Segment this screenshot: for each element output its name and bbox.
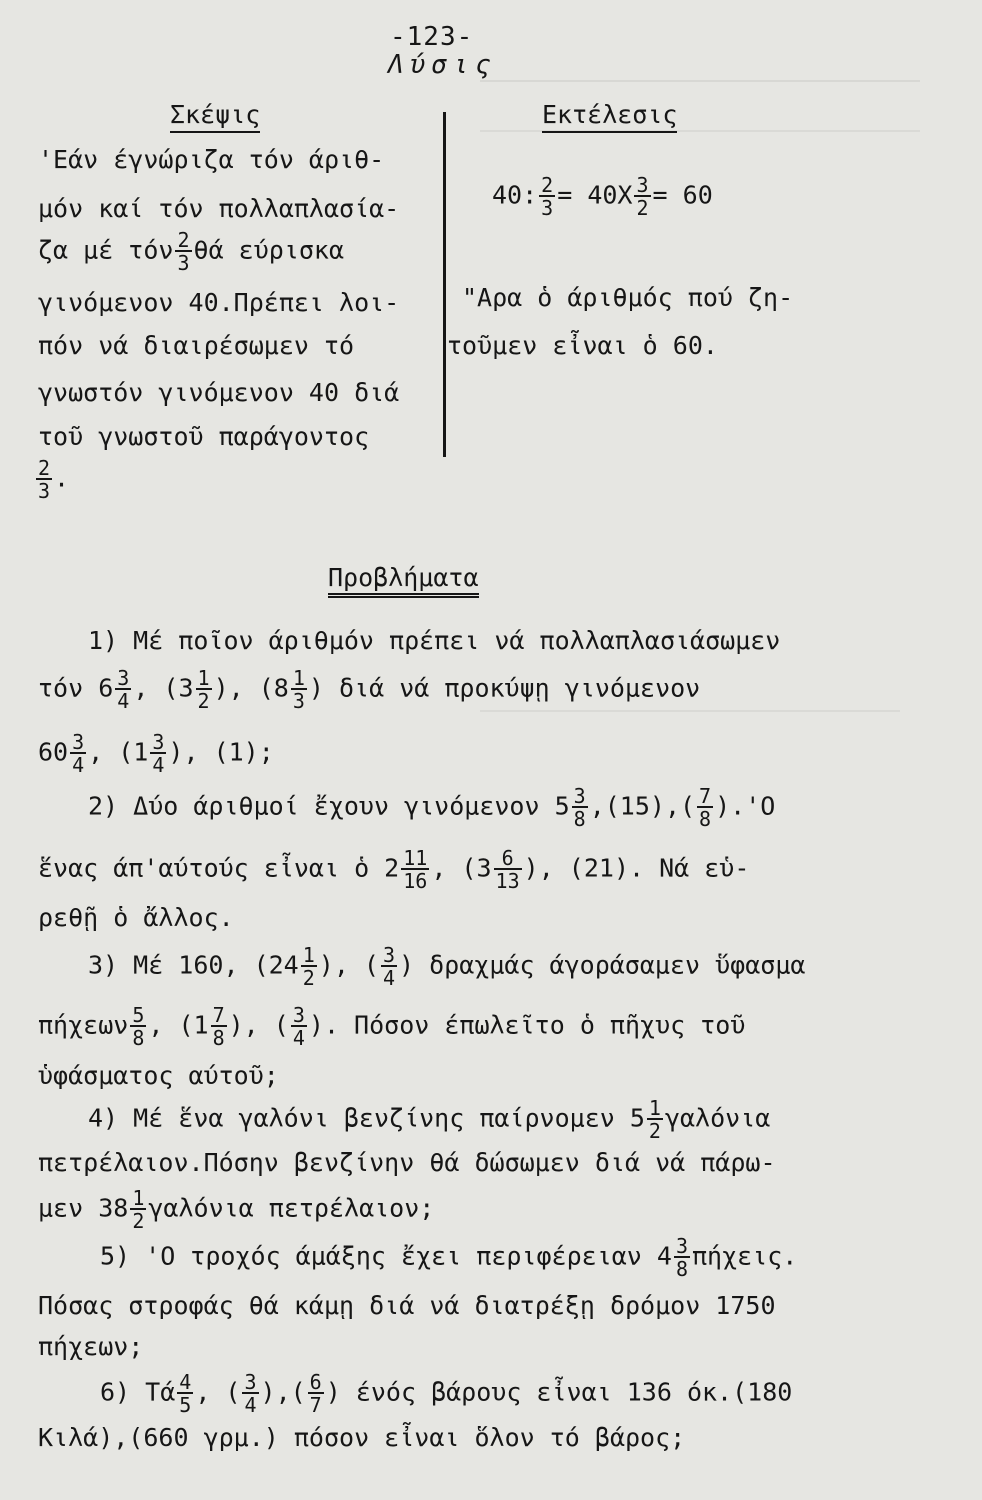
problem-4-line: 4) Μέ ἕνα γαλόνι βενζίνης παίρνομεν 5 $\frac{1}{2}$ γαλόνια <box>88 1096 771 1143</box>
fraction: $\frac{2}{3}$ <box>38 456 51 503</box>
fraction: $\frac{3}{4}$ <box>117 666 130 713</box>
fraction: $\frac{5}{8}$ <box>132 1003 145 1050</box>
right-heading-text: Εκτέλεσις <box>542 100 677 133</box>
reasoning-line: γνωστόν γινόμενον 40 διά <box>38 378 400 407</box>
problem-2-line: 2) Δύο άριθμοί ἔχουν γινόμενον 5 $\frac{3}{8}$ ,(15),( $\frac{7}{8}$ ).'Ο <box>88 784 776 831</box>
problem-5-line: πήχεων; <box>38 1332 144 1361</box>
reasoning-line: γινόμενον 40.Πρέπει λοι- <box>38 288 400 317</box>
problem-6-line: 6) Τά $\frac{4}{5}$ , ( $\frac{3}{4}$ ),( $\frac{6}{7}$ ) ένός βάρους εἶναι 136 όκ.(180 <box>100 1370 793 1417</box>
reasoning-line: πόν νά διαιρέσωμεν τό <box>38 331 355 360</box>
problem-5-line: 5) 'Ο τροχός άμάξης ἔχει περιφέρειαν 4 $\frac{3}{8}$ πήχεις. <box>100 1234 798 1281</box>
execution-line: "Αρα ὁ άριθμός πού ζη- <box>462 283 794 312</box>
fraction: $\frac{1}{2}$ <box>132 1186 145 1233</box>
reasoning-line: 'Εάν έγνώριζα τόν άριθ- <box>38 145 385 174</box>
reasoning-line: τοῦ γνωστοῦ παράγοντος <box>38 422 370 451</box>
fraction: $\frac{11}{16}$ <box>403 846 428 893</box>
right-heading <box>542 100 677 129</box>
fraction: $\frac{3}{4}$ <box>292 1003 305 1050</box>
calculation-line: 40: $\frac{2}{3}$ = 40Χ $\frac{3}{2}$ = 60 <box>492 173 713 220</box>
column-divider <box>443 112 446 457</box>
problem-1-line: τόν 6 $\frac{3}{4}$ , (3 $\frac{1}{2}$ ), (8 $\frac{1}{3}$ ) διά νά προκύψῃ γινόμενον <box>38 666 701 713</box>
problem-2-line: ἕνας άπ'αύτούς εἶναι ὁ 2 $\frac{11}{16}$ , (3 $\frac{6}{13}$ ), (21). Νά εὑ- <box>38 846 750 893</box>
fraction: $\frac{4}{5}$ <box>179 1370 192 1417</box>
left-heading-text: Σκέψις <box>170 100 260 133</box>
fraction: $\frac{3}{4}$ <box>244 1370 257 1417</box>
fraction: $\frac{3}{2}$ <box>636 173 649 220</box>
fraction: $\frac{2}{3}$ <box>177 228 190 275</box>
bleed-through-mark <box>480 60 920 82</box>
fraction: $\frac{6}{13}$ <box>495 846 520 893</box>
problem-5-line: Πόσας στροφάς θά κάμῃ διά νά διατρέξῃ δρόμον 1750 <box>38 1291 776 1320</box>
fraction: $\frac{3}{4}$ <box>72 730 85 777</box>
fraction: $\frac{7}{8}$ <box>699 784 712 831</box>
fraction: $\frac{3}{4}$ <box>382 943 396 990</box>
fraction: $\frac{1}{3}$ <box>292 666 305 713</box>
reasoning-text: ζα μέ τόν <box>38 235 174 265</box>
fraction: $\frac{1}{2}$ <box>648 1096 661 1143</box>
reasoning-line: μόν καί τόν πολλαπλασία- <box>38 194 400 223</box>
fraction: $\frac{7}{8}$ <box>212 1003 225 1050</box>
fraction: $\frac{3}{4}$ <box>152 730 165 777</box>
left-heading <box>170 100 260 129</box>
problem-2-line: ρεθῇ ὁ ἄλλος. <box>38 903 234 932</box>
fraction: $\frac{1}{2}$ <box>197 666 210 713</box>
fraction: $\frac{6}{7}$ <box>309 1370 322 1417</box>
problem-1-line: 1) Μέ ποῖον άριθμόν πρέπει νά πολλαπλασιάσωμεν <box>88 626 781 655</box>
problem-3-line: 3) Μέ 160, (24 $\frac{1}{2}$ ), ( $\frac{3}{4}$ ) δραχμάς άγοράσαμεν ὕφασμα <box>88 943 806 990</box>
page-number: -123- <box>390 22 474 52</box>
problem-3-line: ὑφάσματος αύτοῦ; <box>38 1061 279 1090</box>
section-title: Λύσις <box>388 50 497 80</box>
fraction: $\frac{3}{8}$ <box>573 784 586 831</box>
problem-4-line: μεν 38 $\frac{1}{2}$ γαλόνια πετρέλαιον; <box>38 1186 435 1233</box>
execution-line: τοῦμεν εἶναι ὁ 60. <box>447 331 718 360</box>
problem-3-line: πήχεων $\frac{5}{8}$ , (1 $\frac{7}{8}$ ), ( $\frac{3}{4}$ ). Πόσον έπωλεῖτο ὁ πῆχυς τοῦ <box>38 1003 746 1050</box>
fraction: $\frac{1}{2}$ <box>302 943 315 990</box>
reasoning-text: θά εύρισκα <box>193 235 345 265</box>
fraction: $\frac{2}{3}$ <box>541 173 554 220</box>
problem-1-line: 60 $\frac{3}{4}$ , (1 $\frac{3}{4}$ ), (1); <box>38 730 274 777</box>
problems-heading: Προβλήματα <box>328 565 479 590</box>
reasoning-line <box>38 230 344 273</box>
problem-6-line: Κιλά),(660 γρμ.) πόσον εἶναι ὅλον τό βάρος; <box>38 1423 686 1452</box>
fraction: $\frac{3}{8}$ <box>675 1234 688 1281</box>
problem-4-line: πετρέλαιον.Πόσην βενζίνην θά δώσωμεν διά νά πάρω- <box>38 1148 776 1177</box>
reasoning-line: $\frac{2}{3}$ . <box>38 456 70 503</box>
